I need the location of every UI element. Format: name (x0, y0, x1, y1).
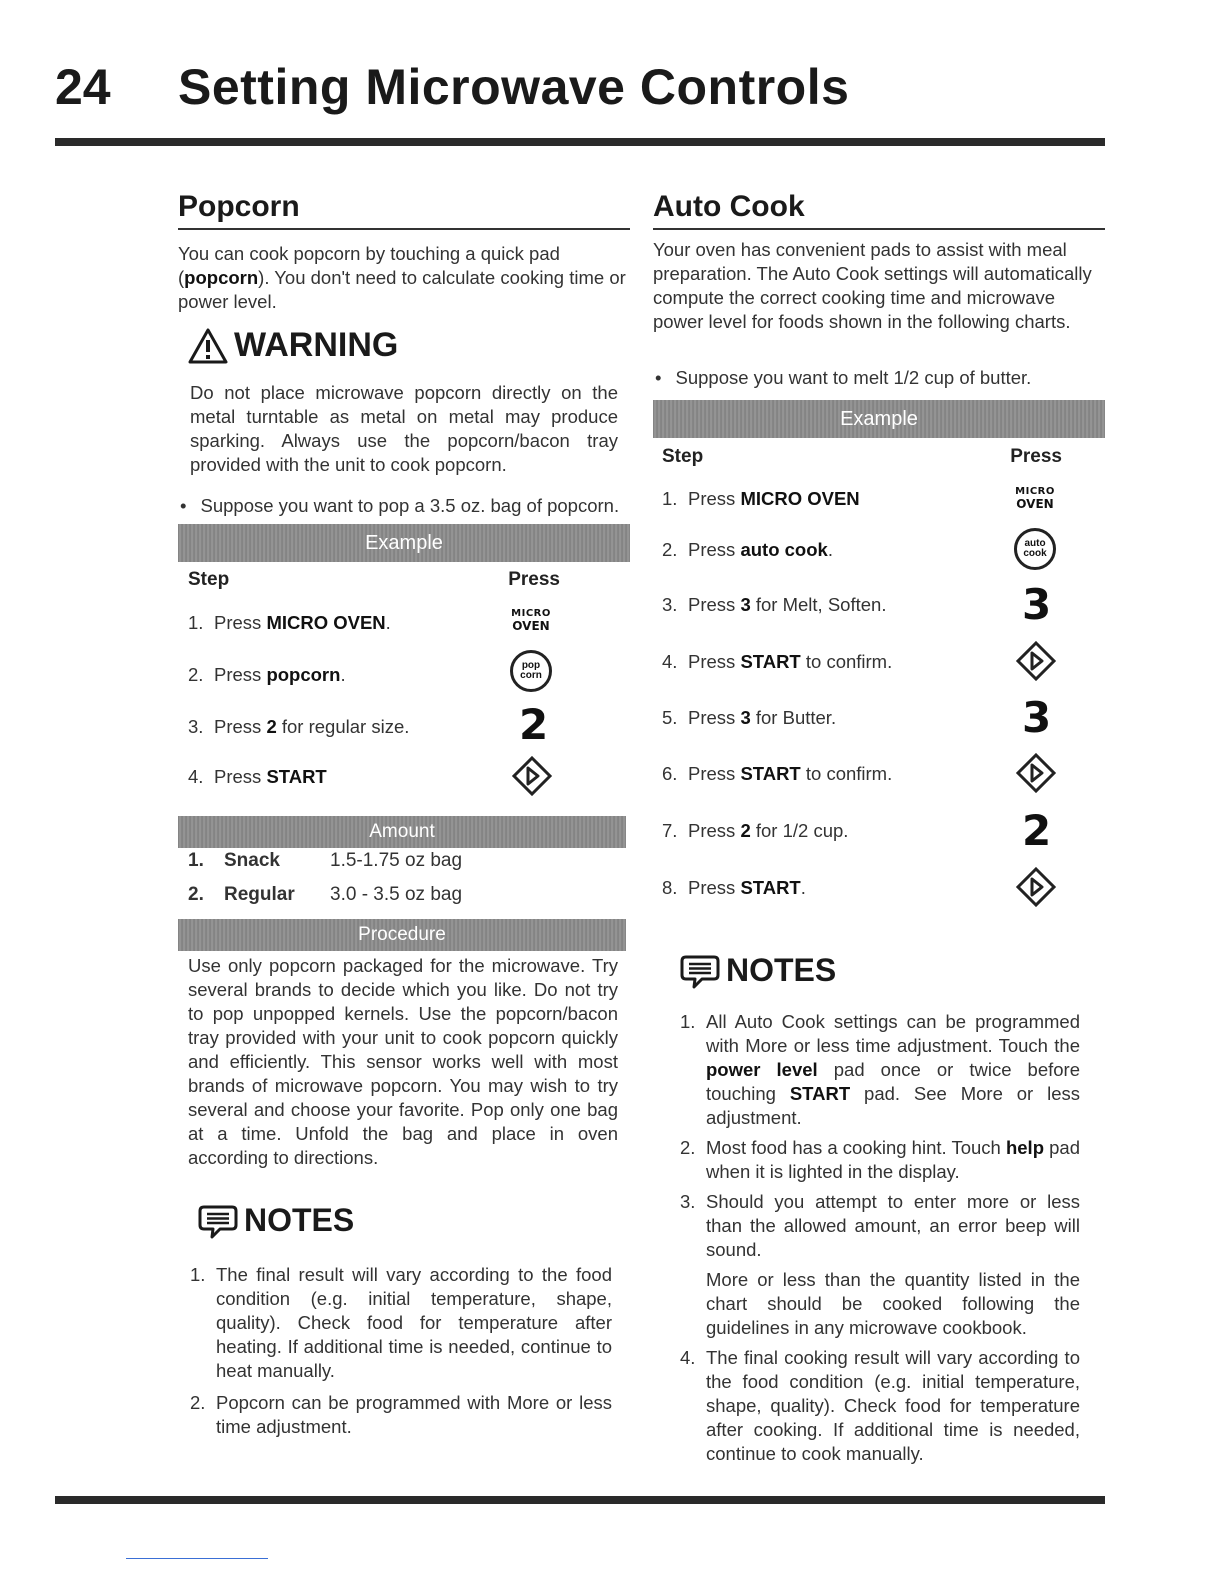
popcorn-notes-list (190, 1263, 612, 1439)
autocook-step: 5. Press 3 for Butter. (662, 707, 837, 728)
note-item: 2. Popcorn can be programmed with More or less time adjustment. (190, 1392, 612, 1437)
footer-rule (55, 1496, 1105, 1504)
note-item: 1. All Auto Cook settings can be programmed with More or less time adjustment. Touch the power level pad once or twice before touching START pad. See More or less adjustment. (680, 1011, 1080, 1128)
digit-3-pad-icon: 3 (1022, 580, 1052, 629)
page-title: Setting Microwave Controls (178, 59, 850, 115)
popcorn-bullet: • Suppose you want to pop a 3.5 oz. bag of popcorn. (180, 495, 620, 516)
micro-oven-pad-icon: MICRO OVEN (1015, 486, 1055, 511)
autocook-notes-list (680, 1010, 1080, 1466)
note-item: 2. Most food has a cooking hint. Touch help pad when it is lighted in the display. (680, 1137, 1081, 1182)
autocook-bullet: • Suppose you want to melt 1/2 cup of butter. (655, 367, 1032, 388)
popcorn-pad-icon: pop corn (510, 650, 552, 692)
autocook-steps (662, 476, 1102, 916)
note-item: 4. The final cooking result will vary according to the food condition (e.g. initial temperature, shape, quality). Check food for temperature after cooking. If additional time is needed, continue to cook manually. (680, 1347, 1080, 1464)
popcorn-section (178, 190, 630, 314)
autocook-step: 7. Press 2 for 1/2 cup. (662, 820, 849, 841)
autocook-step: 8. Press START. (662, 877, 806, 898)
popcorn-intro: You can cook popcorn by touching a quick pad (popcorn). You don't need to calculate cooking time or power level. (178, 243, 626, 312)
popcorn-step: 1. Press MICRO OVEN. (188, 612, 391, 633)
autocook-step: 2. Press auto cook. (662, 539, 833, 560)
start-pad-icon (1016, 753, 1056, 793)
note-item: 1. The final result will vary according to the food condition (e.g. initial temperature, shape, quality). Check food for temperature after heating. If additional time is needed, continue to heat manually. (190, 1264, 612, 1381)
warning-triangle-icon (188, 328, 228, 364)
autocook-example-bar: Example (653, 400, 1105, 438)
start-pad-icon (1016, 867, 1056, 907)
autocook-step: 3. Press 3 for Melt, Soften. (662, 594, 887, 615)
amount-row: 1. Snack 1.5-1.75 oz bag (188, 850, 463, 871)
header-rule (55, 138, 1105, 146)
note-item: More or less than the quantity listed in the chart should be cooked following the guidelines in any microwave cookbook. (706, 1269, 1080, 1338)
start-pad-icon (1016, 641, 1056, 681)
digit-2-pad-icon: 2 (519, 700, 549, 749)
procedure-text: Use only popcorn packaged for the microwave. Try several brands to decide which you like. Do not try to pop unpopped kernels. Use the popcorn/bacon tray provided with your unit to cook popcorn quickly and efficiently. This sensor works well with most brands of microwave popcorn. You may wish to try several and choose your favorite. Pop only one bag at a time. Unfold the bag and place in oven according to directions. (188, 955, 618, 1168)
digit-3-pad-icon: 3 (1022, 693, 1052, 742)
autocook-heading: Auto Cook (653, 190, 1105, 230)
autocook-step: 4. Press START to confirm. (662, 651, 893, 672)
start-pad-icon (512, 756, 552, 796)
autocook-intro: Your oven has convenient pads to assist with meal preparation. The Auto Cook settings will automatically compute the correct cooking time and microwave power level for foods shown in the following charts. (653, 239, 1092, 332)
autocook-notes-title: NOTES (680, 952, 836, 989)
amount-list (188, 844, 628, 906)
popcorn-step: 4. Press START (188, 766, 327, 787)
amount-bar: Amount (178, 816, 626, 848)
warning-text: Do not place microwave popcorn directly on the metal turntable as metal on metal may produce sparking. Always use the popcorn/bacon tray provided with the unit to cook popcorn. (190, 382, 618, 475)
autocook-step: 1. Press MICRO OVEN (662, 488, 860, 509)
popcorn-step: 2. Press popcorn. (188, 664, 346, 685)
warning-title: WARNING (188, 326, 398, 365)
notes-icon (198, 1203, 238, 1239)
notes-icon (680, 953, 720, 989)
micro-oven-pad-icon: MICRO OVEN (511, 608, 551, 633)
popcorn-heading: Popcorn (178, 190, 630, 230)
popcorn-example-bar: Example (178, 524, 630, 562)
auto-cook-pad-icon: auto cook (1014, 528, 1056, 570)
popcorn-steps (188, 600, 628, 810)
autocook-table-header: Step Press (662, 446, 1062, 467)
digit-2-pad-icon: 2 (1022, 806, 1052, 855)
procedure-bar: Procedure (178, 919, 626, 951)
popcorn-step: 3. Press 2 for regular size. (188, 716, 410, 737)
amount-row: 2. Regular 3.0 - 3.5 oz bag (188, 884, 463, 905)
popcorn-table-header: Step Press (188, 569, 560, 590)
note-item: 3. Should you attempt to enter more or less than the allowed amount, an error beep will sound. (680, 1191, 1080, 1260)
autocook-section (653, 190, 1105, 334)
footer-line (126, 1558, 268, 1559)
popcorn-notes-title: NOTES (198, 1202, 354, 1239)
page-number: 24 (55, 59, 111, 115)
autocook-step: 6. Press START to confirm. (662, 763, 893, 784)
